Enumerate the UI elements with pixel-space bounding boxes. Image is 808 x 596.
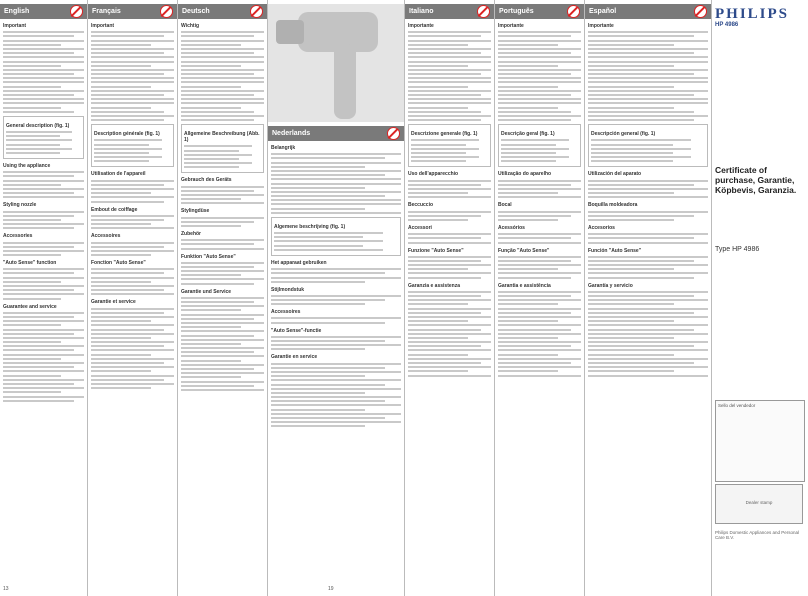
section-heading: Función "Auto Sense"	[588, 247, 642, 254]
language-title: Português	[499, 8, 534, 15]
column-header	[495, 4, 584, 19]
language-title: English	[4, 8, 30, 15]
dealer-stamp-box: Dealer stamp	[715, 484, 803, 524]
section-heading: Acessórios	[498, 224, 525, 231]
column-espanol	[585, 0, 712, 596]
description-box	[3, 116, 84, 159]
section-heading: Bocal	[498, 202, 512, 209]
section-heading: Stijlmondstuk	[271, 286, 305, 293]
section-heading: Important	[3, 23, 27, 29]
stamp-box	[715, 400, 805, 482]
section-heading: Boquilla moldeadora	[588, 202, 638, 209]
section-heading: Accessori	[408, 224, 432, 231]
section-heading: Allgemeine Beschreibung (Abb. 1)	[184, 131, 260, 144]
column-header	[88, 4, 177, 19]
no-water-warning-icon	[477, 5, 490, 18]
section-heading: Importante	[498, 23, 524, 29]
section-heading: Stylingdüse	[181, 208, 210, 215]
column-header	[268, 126, 404, 141]
section-heading: Gebrauch des Geräts	[181, 177, 232, 184]
model-number: HP 4986	[715, 22, 739, 28]
section-heading: Embout de coiffage	[91, 206, 138, 213]
section-heading: Garantie en service	[271, 354, 318, 361]
language-title: Italiano	[409, 8, 434, 15]
section-heading: Descrição geral (fig. 1)	[501, 131, 555, 138]
section-heading: Beccuccio	[408, 202, 434, 209]
section-heading: Utilização do aparelho	[498, 171, 552, 178]
section-heading: Funktion "Auto Sense"	[181, 253, 236, 260]
section-heading: Garantia e assistência	[498, 282, 551, 289]
section-heading: Utilisation de l'appareil	[91, 171, 146, 178]
description-box	[91, 124, 174, 167]
section-heading: Fonction "Auto Sense"	[91, 260, 146, 267]
section-heading: "Auto Sense" function	[3, 260, 57, 267]
page-number: 19	[328, 586, 334, 592]
section-heading: Função "Auto Sense"	[498, 247, 550, 254]
column-header	[405, 4, 494, 19]
section-heading: Algemene beschrijving (fig. 1)	[274, 223, 346, 230]
column-header	[178, 4, 267, 19]
column-header	[0, 4, 87, 19]
language-title: Español	[589, 8, 617, 15]
column-header	[585, 4, 711, 19]
section-heading: Accessoires	[271, 309, 301, 316]
product-photo	[268, 4, 404, 122]
section-heading: Styling nozzle	[3, 202, 37, 209]
column-english	[0, 0, 88, 596]
section-heading: Het apparaat gebruiken	[271, 259, 327, 266]
column-portugues	[495, 0, 585, 596]
no-water-warning-icon	[250, 5, 263, 18]
section-heading: General description (fig. 1)	[6, 122, 70, 129]
section-heading: Uso dell'apparecchio	[408, 171, 459, 178]
section-heading: Zubehör	[181, 230, 201, 237]
section-heading: Importante	[588, 23, 614, 29]
warranty-line: Philips Domestic Appliances and Personal Care B.V.	[715, 530, 800, 540]
section-heading: Importante	[408, 23, 434, 29]
description-box	[498, 124, 581, 167]
column-deutsch	[178, 0, 268, 596]
philips-logo: PHILIPS	[715, 6, 790, 22]
description-box	[408, 124, 491, 167]
section-heading: Descrizione generale (fig. 1)	[411, 131, 478, 138]
section-heading: Utilización del aparato	[588, 171, 642, 178]
section-heading: "Auto Sense"-functie	[271, 327, 322, 334]
section-heading: Accessoires	[91, 233, 121, 240]
section-heading: Garantía y servicio	[588, 282, 633, 289]
page-number: 13	[3, 586, 9, 592]
no-water-warning-icon	[694, 5, 707, 18]
section-heading: Garantie und Service	[181, 288, 232, 295]
section-heading: Using the appliance	[3, 163, 51, 170]
column-francais	[88, 0, 178, 596]
no-water-warning-icon	[70, 5, 83, 18]
section-heading: Garantie et service	[91, 299, 136, 306]
hair-dryer-nozzle	[276, 20, 304, 44]
section-heading: Wichtig	[181, 23, 200, 29]
column-italiano	[405, 0, 495, 596]
section-heading: Accesorios	[588, 224, 615, 231]
no-water-warning-icon	[160, 5, 173, 18]
certificate-title: Certificate of purchase, Garantie, Köpbevis, Garanzia.	[715, 165, 797, 195]
section-heading: Guarantee and service	[3, 303, 57, 310]
section-heading: Description générale (fig. 1)	[94, 131, 160, 138]
language-title: Deutsch	[182, 8, 210, 15]
column-nederlands	[268, 0, 405, 596]
type-number: Type HP 4986	[715, 246, 760, 253]
description-box	[588, 124, 708, 167]
section-heading: Descripción general (fig. 1)	[591, 131, 656, 138]
hair-dryer-handle	[334, 44, 356, 119]
section-heading: Garanzia e assistenza	[408, 282, 460, 289]
section-heading: Accessories	[3, 233, 33, 240]
section-heading: Funzione "Auto Sense"	[408, 247, 464, 254]
description-box	[271, 217, 401, 256]
section-heading: Belangrijk	[271, 145, 296, 151]
language-title: Français	[92, 8, 121, 15]
no-water-warning-icon	[567, 5, 580, 18]
no-water-warning-icon	[387, 127, 400, 140]
language-title: Nederlands	[272, 130, 311, 137]
section-heading: Important	[91, 23, 115, 29]
stamp-label: Sello del vendedor	[718, 403, 756, 408]
description-box	[181, 124, 264, 173]
